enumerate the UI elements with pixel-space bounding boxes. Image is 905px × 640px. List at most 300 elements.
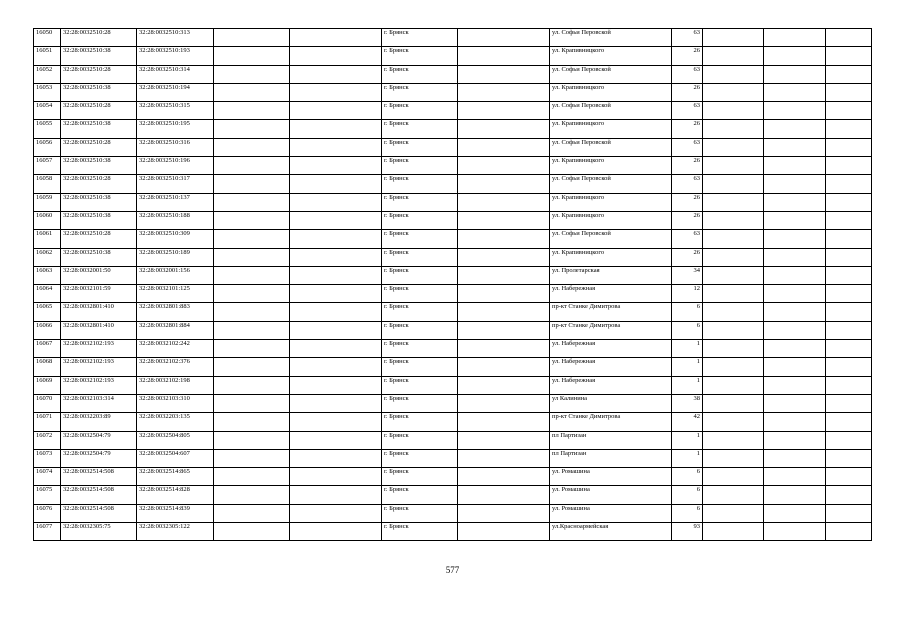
cell-empty	[826, 321, 872, 339]
cell-empty	[290, 29, 382, 47]
cell-empty	[764, 376, 826, 394]
cell-empty	[214, 120, 290, 138]
cell-empty	[764, 266, 826, 284]
table-row	[34, 102, 872, 120]
cell-land-plot-number: 32:28:0032001:50	[61, 266, 137, 284]
cell-house-number: 26	[672, 211, 703, 229]
cell-empty	[290, 248, 382, 266]
cell-house-number: 34	[672, 266, 703, 284]
cell-empty	[826, 449, 872, 467]
table-row	[34, 431, 872, 449]
table-row	[34, 523, 872, 541]
cell-empty	[290, 65, 382, 83]
cell-empty	[458, 523, 550, 541]
cell-city: г. Брянск	[382, 102, 458, 120]
cell-land-plot-number: 32:28:0032305:75	[61, 523, 137, 541]
cell-land-plot-number: 32:28:0032504:79	[61, 431, 137, 449]
table-row	[34, 486, 872, 504]
table-row	[34, 358, 872, 376]
cell-empty	[290, 504, 382, 522]
cell-empty	[703, 211, 764, 229]
cell-house-number: 38	[672, 394, 703, 412]
cell-record-number: 16062	[34, 248, 61, 266]
cell-city: г. Брянск	[382, 449, 458, 467]
cell-street: ул. Софьи Перовской	[550, 29, 672, 47]
cell-empty	[458, 266, 550, 284]
cell-empty	[214, 193, 290, 211]
cell-empty	[703, 504, 764, 522]
cell-empty	[826, 138, 872, 156]
cell-city: г. Брянск	[382, 431, 458, 449]
table-row	[34, 468, 872, 486]
cell-street: пр-кт Станке Димитрова	[550, 321, 672, 339]
cell-house-number: 63	[672, 175, 703, 193]
cell-empty	[826, 248, 872, 266]
cell-empty	[458, 230, 550, 248]
cell-empty	[826, 83, 872, 101]
cell-empty	[458, 413, 550, 431]
cell-empty	[764, 47, 826, 65]
cell-empty	[214, 523, 290, 541]
table-row	[34, 504, 872, 522]
cell-empty	[764, 303, 826, 321]
cell-empty	[458, 138, 550, 156]
cell-empty	[290, 468, 382, 486]
table-row	[34, 285, 872, 303]
cell-land-plot-number: 32:28:0032514:508	[61, 504, 137, 522]
cell-empty	[764, 486, 826, 504]
cell-empty	[826, 340, 872, 358]
cell-empty	[214, 394, 290, 412]
registry-table	[33, 28, 872, 541]
cell-house-number: 1	[672, 449, 703, 467]
cell-empty	[290, 413, 382, 431]
cell-empty	[826, 193, 872, 211]
cell-cadastral-number: 32:28:0032504:805	[137, 431, 214, 449]
cell-empty	[826, 303, 872, 321]
cell-record-number: 16073	[34, 449, 61, 467]
cell-empty	[764, 358, 826, 376]
cell-cadastral-number: 32:28:0032510:188	[137, 211, 214, 229]
cell-city: г. Брянск	[382, 376, 458, 394]
cell-empty	[703, 157, 764, 175]
cell-empty	[458, 285, 550, 303]
cell-empty	[826, 394, 872, 412]
cell-land-plot-number: 32:28:0032203:89	[61, 413, 137, 431]
cell-empty	[703, 523, 764, 541]
cell-cadastral-number: 32:28:0032510:314	[137, 65, 214, 83]
cell-land-plot-number: 32:28:0032102:193	[61, 358, 137, 376]
cell-land-plot-number: 32:28:0032510:28	[61, 175, 137, 193]
cell-record-number: 16061	[34, 230, 61, 248]
cell-land-plot-number: 32:28:0032510:28	[61, 138, 137, 156]
cell-house-number: 6	[672, 468, 703, 486]
cell-empty	[290, 102, 382, 120]
cell-street: ул. Набережная	[550, 340, 672, 358]
cell-land-plot-number: 32:28:0032510:38	[61, 193, 137, 211]
cell-street: ул. Набережная	[550, 358, 672, 376]
cell-empty	[826, 266, 872, 284]
cell-land-plot-number: 32:28:0032510:38	[61, 120, 137, 138]
cell-empty	[826, 102, 872, 120]
cell-city: г. Брянск	[382, 486, 458, 504]
cell-cadastral-number: 32:28:0032001:156	[137, 266, 214, 284]
cell-cadastral-number: 32:28:0032510:195	[137, 120, 214, 138]
cell-street: ул. Ромашина	[550, 486, 672, 504]
cell-house-number: 26	[672, 157, 703, 175]
cell-cadastral-number: 32:28:0032510:194	[137, 83, 214, 101]
cell-street: ул. Софьи Перовской	[550, 175, 672, 193]
cell-empty	[458, 486, 550, 504]
cell-house-number: 93	[672, 523, 703, 541]
cell-empty	[290, 175, 382, 193]
cell-empty	[826, 157, 872, 175]
cell-house-number: 26	[672, 83, 703, 101]
cell-empty	[458, 47, 550, 65]
cell-empty	[458, 157, 550, 175]
cell-empty	[290, 376, 382, 394]
cell-empty	[214, 285, 290, 303]
cell-empty	[826, 175, 872, 193]
cell-city: г. Брянск	[382, 394, 458, 412]
cell-empty	[764, 29, 826, 47]
cell-city: г. Брянск	[382, 468, 458, 486]
cell-empty	[703, 65, 764, 83]
cell-cadastral-number: 32:28:0032801:883	[137, 303, 214, 321]
cell-empty	[214, 468, 290, 486]
cell-street: пр-кт Станке Димитрова	[550, 303, 672, 321]
cell-empty	[764, 431, 826, 449]
cell-house-number: 1	[672, 358, 703, 376]
cell-empty	[290, 303, 382, 321]
cell-record-number: 16069	[34, 376, 61, 394]
cell-street: ул. Набережная	[550, 285, 672, 303]
cell-record-number: 16077	[34, 523, 61, 541]
cell-empty	[214, 65, 290, 83]
cell-empty	[458, 358, 550, 376]
cell-empty	[458, 504, 550, 522]
cell-house-number: 26	[672, 47, 703, 65]
cell-empty	[826, 47, 872, 65]
cell-empty	[458, 193, 550, 211]
cell-cadastral-number: 32:28:0032510:309	[137, 230, 214, 248]
table-row	[34, 413, 872, 431]
cell-record-number: 16056	[34, 138, 61, 156]
cell-street: ул. Крапивницкого	[550, 157, 672, 175]
table-row	[34, 266, 872, 284]
cell-street: ул. Крапивницкого	[550, 83, 672, 101]
cell-empty	[290, 83, 382, 101]
table-row	[34, 394, 872, 412]
cell-land-plot-number: 32:28:0032510:28	[61, 65, 137, 83]
cell-house-number: 26	[672, 120, 703, 138]
cell-land-plot-number: 32:28:0032801:410	[61, 321, 137, 339]
cell-land-plot-number: 32:28:0032510:28	[61, 102, 137, 120]
cell-empty	[458, 102, 550, 120]
cell-record-number: 16052	[34, 65, 61, 83]
cell-empty	[764, 340, 826, 358]
cell-cadastral-number: 32:28:0032514:839	[137, 504, 214, 522]
cell-empty	[764, 175, 826, 193]
cell-house-number: 6	[672, 321, 703, 339]
cell-empty	[290, 449, 382, 467]
cell-empty	[458, 449, 550, 467]
cell-empty	[290, 321, 382, 339]
cell-land-plot-number: 32:28:0032510:38	[61, 47, 137, 65]
cell-empty	[764, 468, 826, 486]
table-row	[34, 29, 872, 47]
table-row	[34, 376, 872, 394]
table-row	[34, 83, 872, 101]
cell-street: ул. Крапивницкого	[550, 120, 672, 138]
cell-empty	[764, 321, 826, 339]
cell-city: г. Брянск	[382, 65, 458, 83]
cell-land-plot-number: 32:28:0032102:193	[61, 376, 137, 394]
cell-land-plot-number: 32:28:0032514:508	[61, 468, 137, 486]
cell-record-number: 16051	[34, 47, 61, 65]
cell-empty	[214, 266, 290, 284]
cell-record-number: 16054	[34, 102, 61, 120]
cell-street: ул Калинина	[550, 394, 672, 412]
cell-record-number: 16074	[34, 468, 61, 486]
cell-empty	[703, 340, 764, 358]
cell-record-number: 16059	[34, 193, 61, 211]
cell-land-plot-number: 32:28:0032101:59	[61, 285, 137, 303]
cell-street: ул. Пролетарская	[550, 266, 672, 284]
cell-empty	[703, 376, 764, 394]
cell-land-plot-number: 32:28:0032510:38	[61, 248, 137, 266]
cell-cadastral-number: 32:28:0032514:865	[137, 468, 214, 486]
cell-empty	[703, 394, 764, 412]
cell-street: ул. Ромашина	[550, 504, 672, 522]
cell-city: г. Брянск	[382, 285, 458, 303]
table-row	[34, 120, 872, 138]
cell-street: ул. Крапивницкого	[550, 193, 672, 211]
cell-house-number: 1	[672, 340, 703, 358]
cell-empty	[214, 358, 290, 376]
cell-empty	[703, 303, 764, 321]
cell-empty	[290, 285, 382, 303]
cell-empty	[703, 285, 764, 303]
cell-city: г. Брянск	[382, 523, 458, 541]
cell-empty	[214, 431, 290, 449]
cell-empty	[826, 504, 872, 522]
cell-empty	[458, 29, 550, 47]
table-row	[34, 175, 872, 193]
cell-empty	[826, 120, 872, 138]
cell-empty	[214, 47, 290, 65]
cell-city: г. Брянск	[382, 120, 458, 138]
cell-house-number: 63	[672, 65, 703, 83]
cell-empty	[458, 248, 550, 266]
cell-city: г. Брянск	[382, 211, 458, 229]
cell-empty	[214, 248, 290, 266]
cell-empty	[826, 285, 872, 303]
cell-empty	[703, 175, 764, 193]
cell-empty	[826, 486, 872, 504]
cell-empty	[214, 486, 290, 504]
table-row	[34, 47, 872, 65]
cell-empty	[458, 120, 550, 138]
cell-empty	[764, 211, 826, 229]
cell-record-number: 16058	[34, 175, 61, 193]
cell-city: г. Брянск	[382, 47, 458, 65]
cell-house-number: 6	[672, 504, 703, 522]
cell-cadastral-number: 32:28:0032510:316	[137, 138, 214, 156]
cell-empty	[703, 138, 764, 156]
cell-house-number: 63	[672, 102, 703, 120]
cell-empty	[703, 468, 764, 486]
cell-empty	[290, 230, 382, 248]
cell-record-number: 16065	[34, 303, 61, 321]
cell-land-plot-number: 32:28:0032510:38	[61, 211, 137, 229]
cell-cadastral-number: 32:28:0032102:376	[137, 358, 214, 376]
cell-empty	[214, 138, 290, 156]
cell-empty	[703, 321, 764, 339]
cell-empty	[703, 193, 764, 211]
cell-street: пр-кт Станке Димитрова	[550, 413, 672, 431]
cell-empty	[703, 83, 764, 101]
cell-empty	[764, 230, 826, 248]
cell-empty	[214, 83, 290, 101]
cell-land-plot-number: 32:28:0032510:38	[61, 157, 137, 175]
cell-empty	[764, 248, 826, 266]
cell-empty	[764, 65, 826, 83]
cell-house-number: 6	[672, 486, 703, 504]
cell-empty	[458, 340, 550, 358]
cell-empty	[458, 211, 550, 229]
cell-empty	[290, 523, 382, 541]
cell-empty	[764, 285, 826, 303]
cell-record-number: 16050	[34, 29, 61, 47]
cell-land-plot-number: 32:28:0032510:38	[61, 83, 137, 101]
cell-house-number: 26	[672, 248, 703, 266]
cell-cadastral-number: 32:28:0032510:189	[137, 248, 214, 266]
cell-empty	[764, 138, 826, 156]
cell-empty	[826, 358, 872, 376]
cell-house-number: 63	[672, 230, 703, 248]
cell-empty	[764, 157, 826, 175]
cell-house-number: 1	[672, 376, 703, 394]
cell-house-number: 42	[672, 413, 703, 431]
cell-empty	[703, 266, 764, 284]
table-row	[34, 340, 872, 358]
cell-empty	[458, 175, 550, 193]
cell-cadastral-number: 32:28:0032801:884	[137, 321, 214, 339]
cell-empty	[214, 157, 290, 175]
cell-cadastral-number: 32:28:0032504:607	[137, 449, 214, 467]
cell-record-number: 16055	[34, 120, 61, 138]
cell-empty	[458, 65, 550, 83]
table-row	[34, 157, 872, 175]
cell-empty	[764, 394, 826, 412]
cell-cadastral-number: 32:28:0032514:828	[137, 486, 214, 504]
cell-record-number: 16070	[34, 394, 61, 412]
table-row	[34, 449, 872, 467]
registry-sheet	[33, 28, 871, 541]
cell-city: г. Брянск	[382, 29, 458, 47]
cell-record-number: 16057	[34, 157, 61, 175]
cell-land-plot-number: 32:28:0032510:28	[61, 29, 137, 47]
cell-city: г. Брянск	[382, 248, 458, 266]
cell-record-number: 16075	[34, 486, 61, 504]
cell-empty	[458, 431, 550, 449]
cell-empty	[290, 394, 382, 412]
cell-empty	[290, 211, 382, 229]
cell-record-number: 16071	[34, 413, 61, 431]
cell-empty	[290, 358, 382, 376]
cell-empty	[764, 449, 826, 467]
cell-city: г. Брянск	[382, 321, 458, 339]
cell-land-plot-number: 32:28:0032103:314	[61, 394, 137, 412]
cell-land-plot-number: 32:28:0032510:28	[61, 230, 137, 248]
table-row	[34, 211, 872, 229]
cell-empty	[214, 504, 290, 522]
cell-city: г. Брянск	[382, 303, 458, 321]
table-row	[34, 230, 872, 248]
cell-empty	[458, 303, 550, 321]
table-row	[34, 248, 872, 266]
cell-empty	[458, 83, 550, 101]
cell-cadastral-number: 32:28:0032103:310	[137, 394, 214, 412]
cell-empty	[764, 523, 826, 541]
cell-empty	[214, 175, 290, 193]
cell-land-plot-number: 32:28:0032801:410	[61, 303, 137, 321]
cell-empty	[826, 230, 872, 248]
cell-empty	[290, 486, 382, 504]
cell-empty	[290, 266, 382, 284]
cell-empty	[290, 47, 382, 65]
cell-empty	[703, 413, 764, 431]
cell-empty	[703, 449, 764, 467]
cell-empty	[826, 65, 872, 83]
cell-house-number: 26	[672, 193, 703, 211]
cell-empty	[458, 468, 550, 486]
cell-cadastral-number: 32:28:0032510:315	[137, 102, 214, 120]
cell-empty	[826, 376, 872, 394]
cell-empty	[290, 138, 382, 156]
cell-street: пл Партизан	[550, 431, 672, 449]
cell-empty	[703, 29, 764, 47]
page-number: 577	[445, 565, 460, 575]
cell-city: г. Брянск	[382, 175, 458, 193]
cell-empty	[703, 431, 764, 449]
cell-street: ул. Софьи Перовской	[550, 65, 672, 83]
cell-record-number: 16060	[34, 211, 61, 229]
cell-cadastral-number: 32:28:0032102:198	[137, 376, 214, 394]
cell-land-plot-number: 32:28:0032102:193	[61, 340, 137, 358]
cell-empty	[290, 193, 382, 211]
cell-street: ул. Крапивницкого	[550, 211, 672, 229]
cell-empty	[290, 340, 382, 358]
table-row	[34, 303, 872, 321]
cell-land-plot-number: 32:28:0032514:508	[61, 486, 137, 504]
cell-cadastral-number: 32:28:0032510:137	[137, 193, 214, 211]
cell-cadastral-number: 32:28:0032510:317	[137, 175, 214, 193]
table-row	[34, 138, 872, 156]
cell-record-number: 16076	[34, 504, 61, 522]
cell-city: г. Брянск	[382, 157, 458, 175]
cell-empty	[458, 376, 550, 394]
cell-empty	[826, 413, 872, 431]
cell-empty	[703, 486, 764, 504]
cell-empty	[214, 230, 290, 248]
cell-cadastral-number: 32:28:0032101:125	[137, 285, 214, 303]
cell-cadastral-number: 32:28:0032510:196	[137, 157, 214, 175]
cell-empty	[214, 449, 290, 467]
cell-cadastral-number: 32:28:0032510:193	[137, 47, 214, 65]
cell-empty	[458, 394, 550, 412]
